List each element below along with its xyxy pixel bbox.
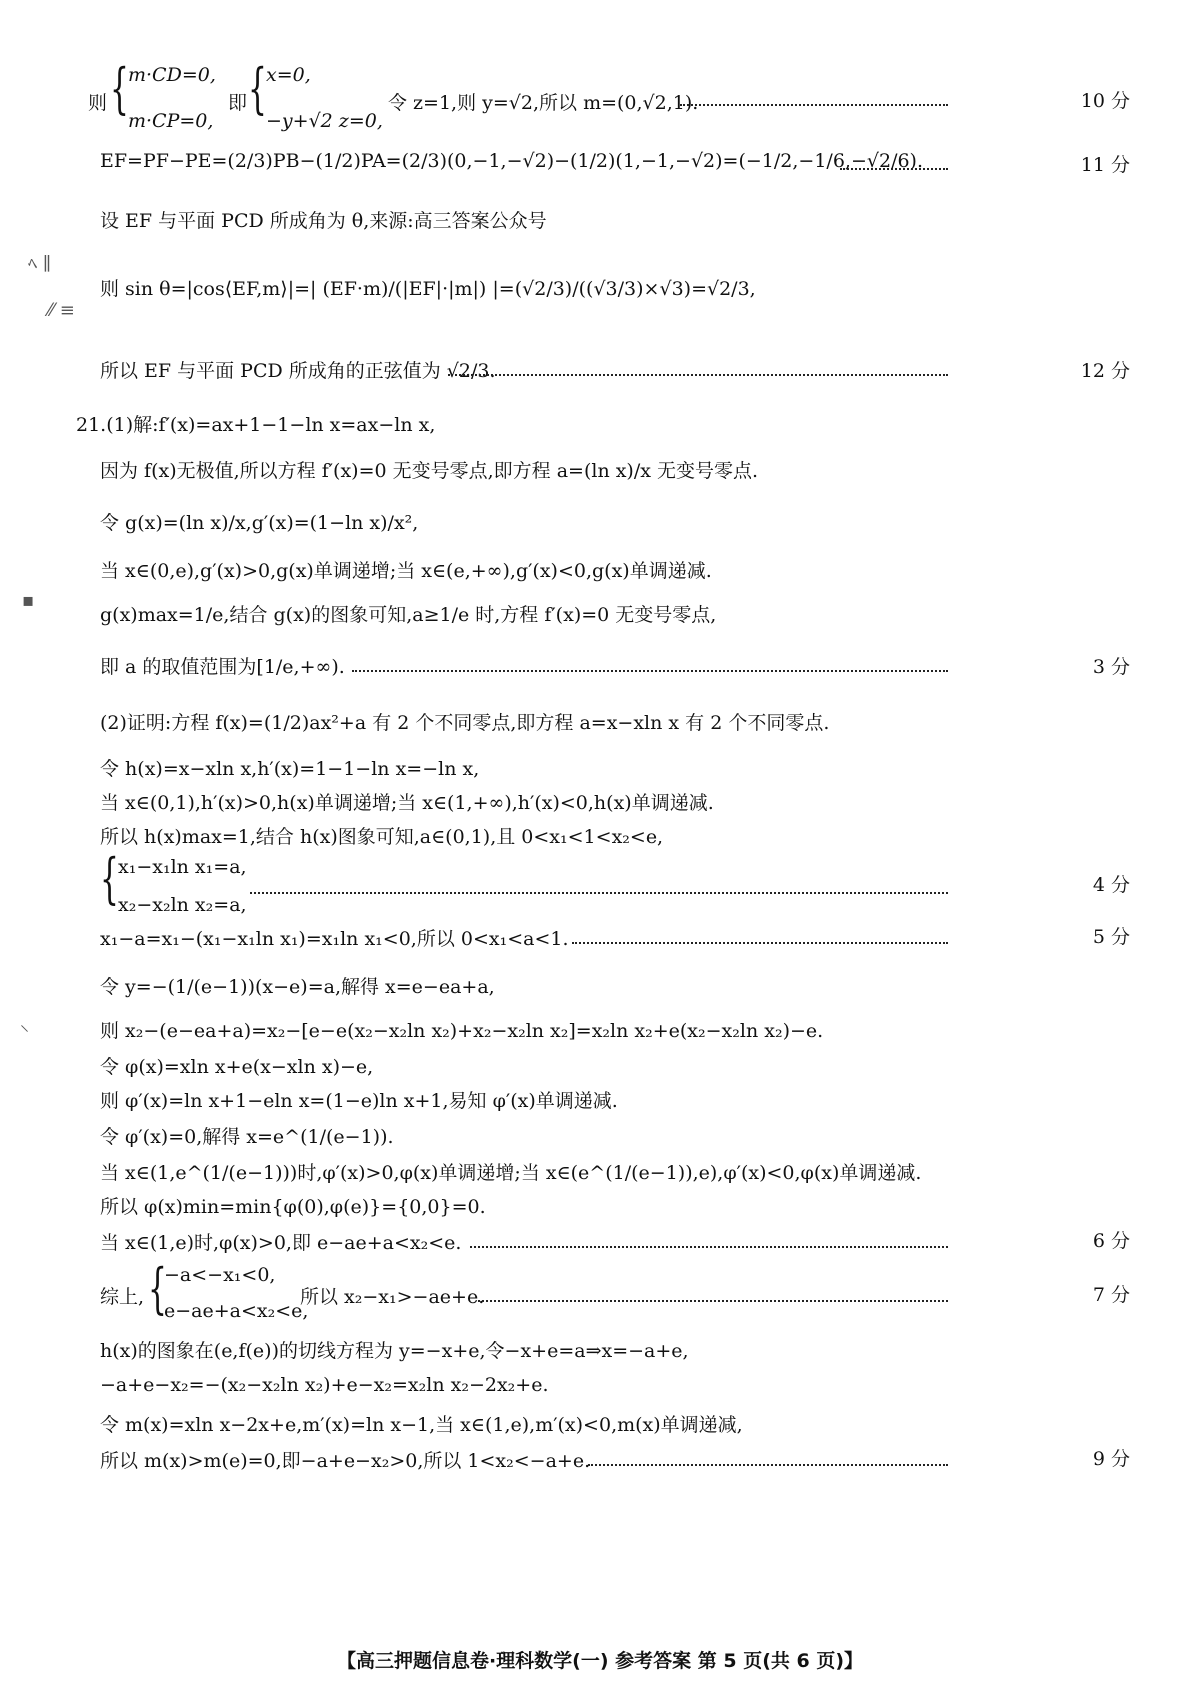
- eq-x-zero: x=0,: [266, 64, 311, 86]
- line-x1-minus-a: x₁−a=x₁−(x₁−x₁ln x₁)=x₁ln x₁<0,所以 0<x₁<a<1.: [100, 928, 569, 950]
- line-set-theta: 设 EF 与平面 PCD 所成角为 θ,来源:高三答案公众号: [100, 210, 547, 232]
- line-ji: 即: [228, 92, 248, 114]
- line-phi-min: 所以 φ(x)min=min{φ(0),φ(e)}={0,0}=0.: [100, 1196, 486, 1218]
- score-leader: [680, 104, 948, 106]
- line-phi-zero: 令 φ′(x)=0,解得 x=e^(1/(e−1)).: [100, 1126, 394, 1148]
- eq-x1: x₁−x₁ln x₁=a,: [118, 856, 247, 878]
- line-21-1: 21.(1)解:f′(x)=ax+1−1−ln x=ax−ln x,: [76, 414, 436, 436]
- scan-smudge: ﾍ ∥: [28, 254, 52, 275]
- score-label: 3 分: [1092, 656, 1130, 678]
- brace-left: {: [148, 1257, 167, 1320]
- line-final: 所以 m(x)>m(e)=0,即−a+e−x₂>0,所以 1<x₂<−a+e.: [100, 1450, 591, 1472]
- score-label: 7 分: [1092, 1284, 1130, 1306]
- scan-smudge: ⁄⁄ ≡: [48, 300, 75, 321]
- line-conclusion-sine: 所以 EF 与平面 PCD 所成角的正弦值为 √2/3.: [100, 360, 496, 382]
- score-leader: [470, 1246, 948, 1248]
- score-label: 9 分: [1092, 1448, 1130, 1470]
- line-summary: 综上,: [100, 1286, 145, 1308]
- score-label: 5 分: [1092, 926, 1130, 948]
- score-leader: [840, 168, 948, 170]
- scan-smudge: ▪: [22, 590, 35, 611]
- score-leader: [478, 1300, 948, 1302]
- ineq-x1: −a<−x₁<0,: [164, 1264, 276, 1286]
- line-21-2: (2)证明:方程 f(x)=(1/2)ax²+a 有 2 个不同零点,即方程 a=x−xln x 有 2 个不同零点.: [100, 712, 830, 734]
- line-x2-x1: 所以 x₂−x₁>−ae+e.: [300, 1286, 485, 1308]
- score-label: 6 分: [1092, 1230, 1130, 1252]
- score-label: 4 分: [1092, 874, 1130, 896]
- score-leader: [448, 374, 948, 376]
- line-let-g: 令 g(x)=(ln x)/x,g′(x)=(1−ln x)/x²,: [100, 512, 419, 534]
- score-label: 12 分: [1080, 360, 1130, 382]
- score-leader: [572, 942, 948, 944]
- score-leader: [352, 670, 948, 672]
- score-label: 10 分: [1080, 90, 1130, 112]
- line-let-phi: 令 φ(x)=xln x+e(x−xln x)−e,: [100, 1056, 374, 1078]
- score-leader: [588, 1464, 948, 1466]
- line-sin-theta: 则 sin θ=|cos⟨EF,m⟩|=| (EF·m)/(|EF|·|m|) |=(√2/3)/((√3/3)×√3)=√2/3,: [100, 278, 756, 300]
- eq-x2: x₂−x₂ln x₂=a,: [118, 894, 247, 916]
- line-x2-diff: 则 x₂−(e−ea+a)=x₂−[e−e(x₂−x₂ln x₂)+x₂−x₂ln x₂]=x₂ln x₂+e(x₂−x₂ln x₂)−e.: [100, 1020, 824, 1042]
- line-ef-vector: EF=PF−PE=(2/3)PB−(1/2)PA=(2/3)(0,−1,−√2)−(1/2)(1,−1,−√2)=(−1/2,−1/6,−√2/6).: [100, 150, 924, 172]
- line-a-range: 即 a 的取值范围为[1/e,+∞).: [100, 656, 345, 678]
- eq-m-cp: m·CP=0,: [128, 110, 214, 132]
- line-g-max: g(x)max=1/e,结合 g(x)的图象可知,a≥1/e 时,方程 f′(x)=0 无变号零点,: [100, 604, 717, 626]
- line-let-y: 令 y=−(1/(e−1))(x−e)=a,解得 x=e−ea+a,: [100, 976, 495, 998]
- eq-y-z: −y+√2 z=0,: [266, 110, 383, 132]
- scan-smudge: ⸌: [20, 1022, 29, 1043]
- line-phi-prime: 则 φ′(x)=ln x+1−eln x=(1−e)ln x+1,易知 φ′(x)单调递减.: [100, 1090, 618, 1112]
- line-tangent: h(x)的图象在(e,f(e))的切线方程为 y=−x+e,令−x+e=a⇒x=−a+e,: [100, 1340, 689, 1362]
- brace-left: {: [248, 57, 267, 120]
- ineq-x2: e−ae+a<x₂<e,: [164, 1300, 309, 1322]
- line-h-monotone: 当 x∈(0,1),h′(x)>0,h(x)单调递增;当 x∈(1,+∞),h′(x)<0,h(x)单调递减.: [100, 792, 714, 814]
- eq-m-cd: m·CD=0,: [128, 64, 216, 86]
- line-no-extremum: 因为 f(x)无极值,所以方程 f′(x)=0 无变号零点,即方程 a=(ln x)/x 无变号零点.: [100, 460, 759, 482]
- brace-left: {: [110, 57, 129, 120]
- line-g-monotone: 当 x∈(0,e),g′(x)>0,g(x)单调递增;当 x∈(e,+∞),g′(x)<0,g(x)单调递减.: [100, 560, 712, 582]
- line-let-m: 令 m(x)=xln x−2x+e,m′(x)=ln x−1,当 x∈(1,e),m′(x)<0,m(x)单调递减,: [100, 1414, 743, 1436]
- page-footer: 【高三押题信息卷·理科数学(一) 参考答案 第 5 页(共 6 页)】: [336, 1650, 864, 1672]
- line-phi-monotone: 当 x∈(1,e^(1/(e−1)))时,φ′(x)>0,φ(x)单调递增;当 x∈(e^(1/(e−1)),e),φ′(x)<0,φ(x)单调递减.: [100, 1162, 922, 1184]
- line-let-z: 令 z=1,则 y=√2,所以 m=(0,√2,1).: [388, 92, 699, 114]
- line-phi-positive: 当 x∈(1,e)时,φ(x)>0,即 e−ae+a<x₂<e.: [100, 1232, 462, 1254]
- line-let-h: 令 h(x)=x−xln x,h′(x)=1−1−ln x=−ln x,: [100, 758, 480, 780]
- score-leader: [250, 892, 948, 894]
- line-h-max: 所以 h(x)max=1,结合 h(x)图象可知,a∈(0,1),且 0<x₁<1<x₂<e,: [100, 826, 664, 848]
- score-label: 11 分: [1080, 154, 1130, 176]
- line-then: 则: [88, 92, 108, 114]
- brace-left: {: [100, 847, 119, 910]
- line-minus-a: −a+e−x₂=−(x₂−x₂ln x₂)+e−x₂=x₂ln x₂−2x₂+e.: [100, 1374, 549, 1396]
